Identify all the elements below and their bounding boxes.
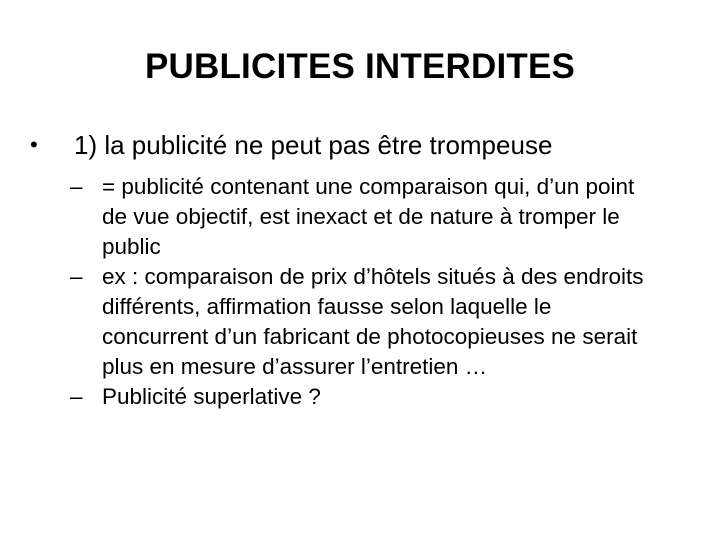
sub-bullet-list (30, 172, 690, 412)
dash-marker: – (70, 264, 83, 289)
sub-bullet-definition (30, 172, 662, 262)
sub-bullet-text: ex : comparaison de prix d’hôtels situés à des endroits différents, affirmation fausse selon laquelle le concurrent d’un fabricant de photocopieuses ne serait plus en mesure d’assurer l’entretien … (102, 264, 644, 379)
dash-marker: – (70, 384, 83, 409)
slide-body (30, 126, 690, 412)
dash-marker: – (70, 174, 83, 199)
sub-bullet-example (30, 262, 662, 382)
bullet-level-1 (30, 126, 690, 164)
bullet-text: 1) la publicité ne peut pas être trompeuse (74, 130, 553, 160)
bullet-marker: • (30, 132, 38, 157)
sub-bullet-text: Publicité superlative ? (102, 384, 321, 409)
slide-title: PUBLICITES INTERDITES (144, 47, 576, 86)
sub-bullet-text: = publicité contenant une comparaison qui, d’un point de vue objectif, est inexact et de nature à tromper le public (102, 174, 635, 259)
sub-bullet-superlative (30, 382, 662, 412)
